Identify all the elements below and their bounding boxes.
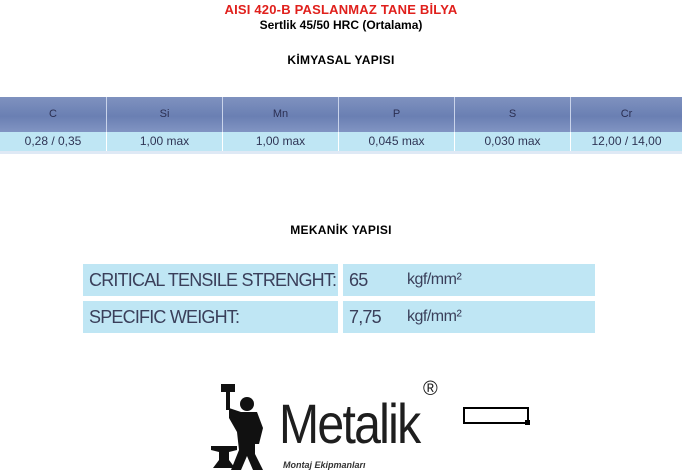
column-header-cr: Cr [620, 108, 633, 120]
chemical-header-row [0, 97, 682, 132]
weight-unit: kgf/mm² [407, 308, 462, 325]
value-c: 0,28 / 0,35 [0, 132, 107, 151]
hardness-subtitle: Sertlik 45/50 HRC (Ortalama) [259, 18, 423, 32]
chemical-composition-table [0, 97, 682, 155]
page-title: AISI 420-B PASLANMAZ TANE BİLYA [224, 2, 458, 17]
column-header-c: C [0, 97, 107, 132]
tensile-value: 65 [349, 270, 368, 290]
value-p: 0,045 max [339, 132, 455, 151]
mechanical-row-tensile [83, 264, 595, 296]
table-divider [0, 151, 682, 154]
blacksmith-anvil-icon [207, 384, 277, 472]
logo-tagline: Montaj Ekipmanları [283, 460, 366, 470]
column-header-s: S [455, 97, 571, 132]
tensile-value-cell [343, 264, 595, 296]
weight-value-cell [343, 301, 595, 333]
mechanical-row-weight [83, 301, 595, 333]
value-si: 1,00 max [107, 132, 223, 151]
tensile-label: CRITICAL TENSILE STRENGHT: [83, 264, 338, 296]
value-s: 0,030 max [455, 132, 571, 151]
column-header-si: Si [107, 97, 223, 132]
logo-wordmark: Metalik [279, 392, 420, 455]
registered-mark: ® [423, 378, 438, 400]
company-logo [205, 378, 475, 474]
tensile-unit: kgf/mm² [407, 271, 462, 288]
chemical-value-row [0, 132, 682, 151]
value-cr: 12,00 / 14,00 [591, 134, 662, 148]
column-header-p: P [339, 97, 455, 132]
value-mn: 1,00 max [223, 132, 339, 151]
weight-value: 7,75 [349, 307, 381, 327]
mechanical-heading: MEKANİK YAPISI [290, 223, 392, 237]
weight-label: SPECIFIC WEIGHT: [83, 301, 338, 333]
column-header-mn: Mn [223, 97, 339, 132]
chemical-heading: KİMYASAL YAPISI [287, 53, 395, 67]
empty-box [463, 407, 529, 424]
box-corner-mark [525, 420, 530, 425]
mechanical-properties-table [83, 264, 595, 334]
